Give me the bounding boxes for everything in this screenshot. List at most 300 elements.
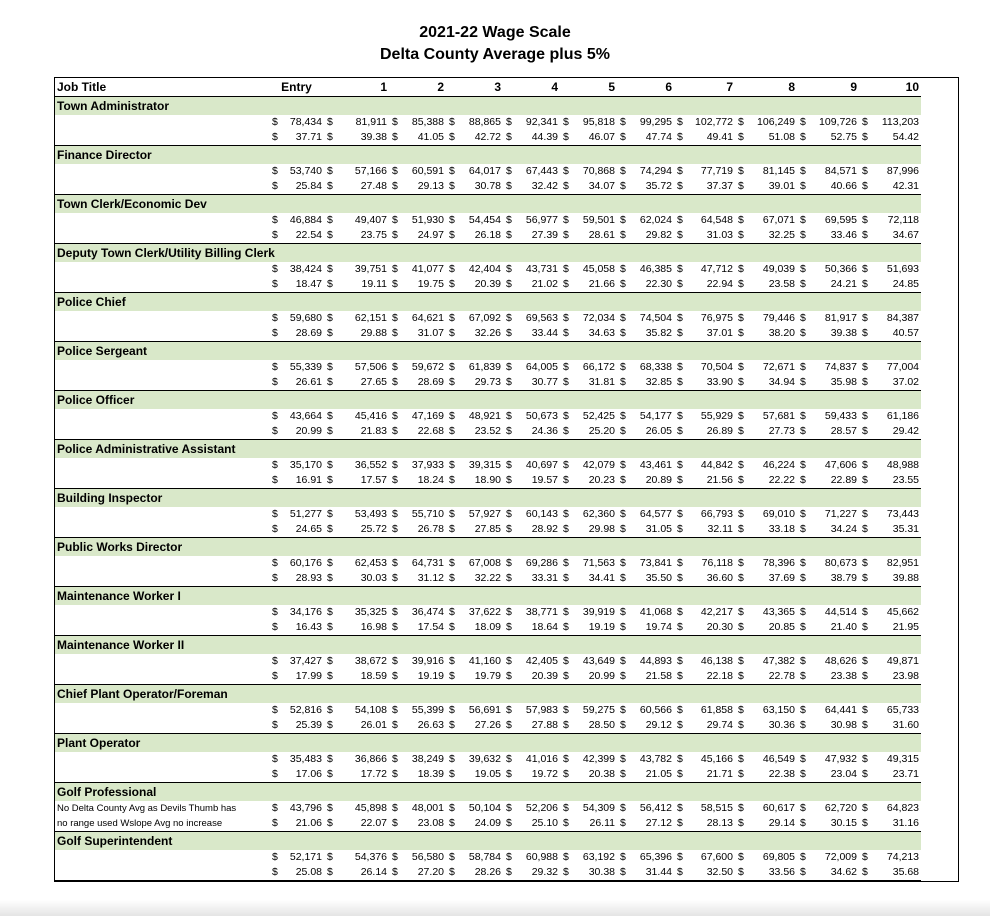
currency-symbol: $ xyxy=(449,606,455,618)
currency-symbol: $ xyxy=(503,473,514,489)
currency-symbol: $ xyxy=(617,767,628,783)
hourly-value-step-6: 31.44 xyxy=(628,865,674,881)
currency-symbol: $ xyxy=(677,361,683,373)
currency-symbol: $ xyxy=(324,718,338,734)
currency-symbol: $ xyxy=(324,767,338,783)
row-note xyxy=(55,605,269,620)
annual-value-step-10: 74,213 xyxy=(886,851,920,863)
currency-symbol: $ xyxy=(735,375,746,391)
currency-symbol: $ xyxy=(677,802,683,814)
currency-symbol: $ xyxy=(677,165,683,177)
hourly-value-step-3: 29.73 xyxy=(457,375,503,391)
annual-value-step-6: 68,338 xyxy=(639,361,672,373)
currency-symbol: $ xyxy=(735,571,746,587)
job-title: Plant Operator xyxy=(55,734,921,753)
currency-symbol: $ xyxy=(800,214,806,226)
currency-symbol: $ xyxy=(327,410,333,422)
currency-symbol: $ xyxy=(324,865,338,881)
hourly-value-step-2: 31.07 xyxy=(400,326,446,342)
currency-symbol: $ xyxy=(506,753,512,765)
currency-symbol: $ xyxy=(269,228,281,244)
currency-symbol: $ xyxy=(449,459,455,471)
hourly-pay-row xyxy=(55,865,982,881)
hourly-pay-row xyxy=(55,571,982,587)
hourly-value-step-4: 30.77 xyxy=(514,375,560,391)
hourly-value-step-9: 23.38 xyxy=(808,669,859,685)
currency-symbol: $ xyxy=(503,816,514,832)
annual-value-step-5: 59,501 xyxy=(582,214,615,226)
currency-symbol: $ xyxy=(389,865,400,881)
currency-symbol: $ xyxy=(738,704,744,716)
annual-value-step-10: 51,693 xyxy=(886,263,920,275)
currency-symbol: $ xyxy=(862,802,868,814)
currency-symbol: $ xyxy=(327,508,333,520)
currency-symbol: $ xyxy=(797,669,808,685)
row-note xyxy=(55,115,269,130)
hourly-value-step-0: 28.93 xyxy=(281,571,324,587)
job-title-row xyxy=(55,244,982,263)
currency-symbol: $ xyxy=(617,473,628,489)
hourly-value-step-7: 21.71 xyxy=(688,767,735,783)
job-title-row xyxy=(55,538,982,557)
hourly-value-step-6: 31.05 xyxy=(628,522,674,538)
annual-value-step-7: 61,858 xyxy=(700,704,733,716)
job-title: Deputy Town Clerk/Utility Billing Clerk xyxy=(55,244,921,263)
currency-symbol: $ xyxy=(677,557,683,569)
currency-symbol: $ xyxy=(503,571,514,587)
header-job-title: Job Title xyxy=(55,78,269,97)
hourly-value-step-0: 28.69 xyxy=(281,326,324,342)
currency-symbol: $ xyxy=(617,424,628,440)
currency-symbol: $ xyxy=(620,116,626,128)
currency-symbol: $ xyxy=(800,459,806,471)
annual-value-step-7: 76,118 xyxy=(701,557,733,569)
hourly-value-step-2: 26.78 xyxy=(400,522,446,538)
annual-value-step-9: 71,227 xyxy=(824,508,857,520)
currency-symbol: $ xyxy=(503,767,514,783)
currency-symbol: $ xyxy=(735,326,746,342)
annual-pay-row xyxy=(55,801,982,816)
hourly-value-step-1: 17.72 xyxy=(338,767,389,783)
currency-symbol: $ xyxy=(862,655,868,667)
currency-symbol: $ xyxy=(677,851,683,863)
hourly-value-step-4: 32.42 xyxy=(514,179,560,195)
annual-value-step-0: 60,176 xyxy=(289,557,322,569)
currency-symbol: $ xyxy=(738,851,744,863)
currency-symbol: $ xyxy=(735,473,746,489)
currency-symbol: $ xyxy=(389,669,400,685)
currency-symbol: $ xyxy=(862,214,868,226)
currency-symbol: $ xyxy=(674,130,688,146)
currency-symbol: $ xyxy=(738,508,744,520)
currency-symbol: $ xyxy=(506,165,512,177)
currency-symbol: $ xyxy=(617,865,628,881)
currency-symbol: $ xyxy=(735,816,746,832)
currency-symbol: $ xyxy=(392,263,398,275)
annual-value-step-2: 41,077 xyxy=(411,263,444,275)
annual-value-step-2: 55,399 xyxy=(411,704,444,716)
currency-symbol: $ xyxy=(269,767,281,783)
annual-value-step-6: 65,396 xyxy=(639,851,672,863)
hourly-value-step-3: 30.78 xyxy=(457,179,503,195)
annual-value-step-6: 99,295 xyxy=(639,116,672,128)
currency-symbol: $ xyxy=(389,473,400,489)
currency-symbol: $ xyxy=(738,606,744,618)
currency-symbol: $ xyxy=(738,459,744,471)
currency-symbol: $ xyxy=(677,508,683,520)
currency-symbol: $ xyxy=(503,326,514,342)
currency-symbol: $ xyxy=(862,508,868,520)
annual-value-step-2: 64,731 xyxy=(411,557,444,569)
hourly-value-step-0: 16.91 xyxy=(281,473,324,489)
currency-symbol: $ xyxy=(797,620,808,636)
currency-symbol: $ xyxy=(859,130,870,146)
currency-symbol: $ xyxy=(800,361,806,373)
job-title: Maintenance Worker II xyxy=(55,636,921,655)
hourly-value-step-9: 30.98 xyxy=(808,718,859,734)
header-step-5: 5 xyxy=(560,78,617,97)
hourly-value-step-9: 22.89 xyxy=(808,473,859,489)
hourly-value-step-8: 27.73 xyxy=(746,424,797,440)
annual-value-step-0: 78,434 xyxy=(289,116,322,128)
annual-value-step-2: 85,388 xyxy=(411,116,444,128)
annual-value-step-4: 57,983 xyxy=(525,704,558,716)
hourly-pay-row xyxy=(55,179,982,195)
currency-symbol: $ xyxy=(389,620,400,636)
hourly-value-step-2: 26.63 xyxy=(400,718,446,734)
annual-value-step-9: 72,009 xyxy=(824,851,857,863)
header-step-4: 4 xyxy=(503,78,560,97)
currency-symbol: $ xyxy=(389,326,400,342)
annual-value-step-9: 47,932 xyxy=(824,753,857,765)
currency-symbol: $ xyxy=(327,753,333,765)
currency-symbol: $ xyxy=(620,606,626,618)
currency-symbol: $ xyxy=(563,165,569,177)
currency-symbol: $ xyxy=(735,179,746,195)
annual-value-step-8: 79,446 xyxy=(762,312,795,324)
annual-value-step-6: 41,068 xyxy=(639,606,672,618)
currency-symbol: $ xyxy=(272,508,278,520)
currency-symbol: $ xyxy=(677,263,683,275)
annual-value-step-1: 57,166 xyxy=(354,165,387,177)
hourly-value-step-6: 35.50 xyxy=(628,571,674,587)
job-title-row xyxy=(55,195,982,214)
annual-value-step-6: 43,461 xyxy=(639,459,672,471)
hourly-value-step-9: 39.38 xyxy=(808,326,859,342)
hourly-value-step-8: 39.01 xyxy=(746,179,797,195)
hourly-value-step-3: 28.26 xyxy=(457,865,503,881)
currency-symbol: $ xyxy=(446,669,457,685)
annual-value-step-0: 52,816 xyxy=(289,704,322,716)
currency-symbol: $ xyxy=(620,361,626,373)
annual-value-step-3: 88,865 xyxy=(468,116,501,128)
currency-symbol: $ xyxy=(392,410,398,422)
currency-symbol: $ xyxy=(449,802,455,814)
hourly-value-step-8: 38.20 xyxy=(746,326,797,342)
annual-value-step-5: 62,360 xyxy=(582,508,615,520)
annual-value-step-4: 42,405 xyxy=(525,655,558,667)
currency-symbol: $ xyxy=(392,312,398,324)
currency-symbol: $ xyxy=(446,326,457,342)
annual-pay-row xyxy=(55,556,982,571)
hourly-value-step-3: 27.85 xyxy=(457,522,503,538)
currency-symbol: $ xyxy=(324,473,338,489)
currency-symbol: $ xyxy=(797,718,808,734)
annual-value-step-1: 36,552 xyxy=(354,459,387,471)
row-note xyxy=(55,865,269,881)
hourly-pay-row xyxy=(55,473,982,489)
annual-value-step-10: 49,315 xyxy=(886,753,920,765)
hourly-value-step-0: 16.43 xyxy=(281,620,324,636)
hourly-value-step-4: 20.39 xyxy=(514,669,560,685)
annual-value-step-1: 36,866 xyxy=(354,753,387,765)
annual-value-step-5: 66,172 xyxy=(582,361,615,373)
hourly-value-step-7: 32.50 xyxy=(688,865,735,881)
row-note xyxy=(55,571,269,587)
currency-symbol: $ xyxy=(446,424,457,440)
annual-value-step-10: 49,871 xyxy=(886,655,920,667)
job-title: Finance Director xyxy=(55,146,921,165)
row-note xyxy=(55,375,269,391)
annual-value-step-5: 42,399 xyxy=(582,753,615,765)
annual-value-step-8: 106,249 xyxy=(757,116,795,128)
annual-value-step-1: 53,493 xyxy=(354,508,387,520)
annual-value-step-7: 77,719 xyxy=(700,165,733,177)
hourly-pay-row xyxy=(55,228,982,244)
job-title: Police Sergeant xyxy=(55,342,921,361)
hourly-value-step-1: 25.72 xyxy=(338,522,389,538)
currency-symbol: $ xyxy=(272,557,278,569)
header-step-6: 6 xyxy=(617,78,674,97)
currency-symbol: $ xyxy=(324,277,338,293)
hourly-value-step-5: 34.41 xyxy=(571,571,617,587)
currency-symbol: $ xyxy=(392,557,398,569)
hourly-value-step-8: 23.58 xyxy=(746,277,797,293)
currency-symbol: $ xyxy=(735,522,746,538)
currency-symbol: $ xyxy=(862,312,868,324)
hourly-value-step-3: 32.26 xyxy=(457,326,503,342)
currency-symbol: $ xyxy=(449,116,455,128)
currency-symbol: $ xyxy=(269,816,281,832)
annual-value-step-5: 59,275 xyxy=(582,704,615,716)
annual-value-step-1: 57,506 xyxy=(354,361,387,373)
currency-symbol: $ xyxy=(272,851,278,863)
annual-value-step-4: 60,988 xyxy=(525,851,558,863)
annual-value-step-3: 57,927 xyxy=(468,508,501,520)
row-note xyxy=(55,458,269,473)
hourly-pay-row xyxy=(55,816,982,832)
currency-symbol: $ xyxy=(735,669,746,685)
currency-symbol: $ xyxy=(617,228,628,244)
currency-symbol: $ xyxy=(449,312,455,324)
hourly-value-step-6: 27.12 xyxy=(628,816,674,832)
hourly-value-step-6: 19.74 xyxy=(628,620,674,636)
header-step-7: 7 xyxy=(674,78,735,97)
annual-value-step-3: 61,839 xyxy=(468,361,501,373)
row-note xyxy=(55,767,269,783)
row-note xyxy=(55,164,269,179)
hourly-value-step-8: 22.38 xyxy=(746,767,797,783)
currency-symbol: $ xyxy=(392,851,398,863)
job-title-row xyxy=(55,293,982,312)
hourly-value-step-7: 33.90 xyxy=(688,375,735,391)
annual-value-step-3: 48,921 xyxy=(468,410,501,422)
currency-symbol: $ xyxy=(506,655,512,667)
currency-symbol: $ xyxy=(449,410,455,422)
hourly-value-step-6: 29.82 xyxy=(628,228,674,244)
annual-value-step-1: 81,911 xyxy=(355,116,387,128)
currency-symbol: $ xyxy=(677,410,683,422)
annual-value-step-8: 67,071 xyxy=(762,214,795,226)
annual-value-step-9: 47,606 xyxy=(824,459,857,471)
currency-symbol: $ xyxy=(735,130,746,146)
hourly-value-step-6: 20.89 xyxy=(628,473,674,489)
hourly-value-step-7: 20.30 xyxy=(688,620,735,636)
hourly-value-step-2: 24.97 xyxy=(400,228,446,244)
currency-symbol: $ xyxy=(269,669,281,685)
currency-symbol: $ xyxy=(735,424,746,440)
row-note xyxy=(55,522,269,538)
annual-value-step-2: 38,249 xyxy=(411,753,444,765)
currency-symbol: $ xyxy=(449,851,455,863)
currency-symbol: $ xyxy=(677,606,683,618)
annual-value-step-5: 95,818 xyxy=(582,116,615,128)
hourly-value-step-3: 19.79 xyxy=(457,669,503,685)
annual-pay-row xyxy=(55,458,982,473)
currency-symbol: $ xyxy=(677,753,683,765)
row-note xyxy=(55,262,269,277)
currency-symbol: $ xyxy=(272,459,278,471)
currency-symbol: $ xyxy=(738,361,744,373)
hourly-value-step-6: 35.72 xyxy=(628,179,674,195)
currency-symbol: $ xyxy=(392,655,398,667)
currency-symbol: $ xyxy=(327,263,333,275)
hourly-pay-row xyxy=(55,130,982,146)
currency-symbol: $ xyxy=(859,277,870,293)
job-title-row xyxy=(55,734,982,753)
currency-symbol: $ xyxy=(617,816,628,832)
job-title-row xyxy=(55,391,982,410)
job-title: Police Officer xyxy=(55,391,921,410)
currency-symbol: $ xyxy=(563,361,569,373)
currency-symbol: $ xyxy=(324,424,338,440)
job-title: Golf Superintendent xyxy=(55,832,921,851)
annual-value-step-9: 84,571 xyxy=(824,165,857,177)
currency-symbol: $ xyxy=(560,816,571,832)
currency-symbol: $ xyxy=(272,655,278,667)
currency-symbol: $ xyxy=(563,704,569,716)
annual-value-step-9: 69,595 xyxy=(824,214,857,226)
annual-value-step-8: 46,549 xyxy=(762,753,795,765)
currency-symbol: $ xyxy=(738,410,744,422)
currency-symbol: $ xyxy=(560,473,571,489)
currency-symbol: $ xyxy=(503,424,514,440)
hourly-value-step-10: 24.85 xyxy=(870,277,921,293)
annual-value-step-6: 43,782 xyxy=(639,753,672,765)
annual-value-step-6: 74,504 xyxy=(639,312,672,324)
annual-value-step-5: 52,425 xyxy=(582,410,615,422)
currency-symbol: $ xyxy=(797,816,808,832)
currency-symbol: $ xyxy=(324,571,338,587)
currency-symbol: $ xyxy=(617,326,628,342)
currency-symbol: $ xyxy=(862,606,868,618)
annual-value-step-1: 62,453 xyxy=(354,557,387,569)
header-step-8: 8 xyxy=(735,78,797,97)
currency-symbol: $ xyxy=(800,655,806,667)
annual-value-step-2: 51,930 xyxy=(411,214,444,226)
annual-value-step-3: 50,104 xyxy=(468,802,501,814)
annual-value-step-5: 42,079 xyxy=(582,459,615,471)
annual-value-step-3: 58,784 xyxy=(468,851,501,863)
currency-symbol: $ xyxy=(674,179,688,195)
currency-symbol: $ xyxy=(449,214,455,226)
hourly-value-step-2: 19.75 xyxy=(400,277,446,293)
currency-symbol: $ xyxy=(674,767,688,783)
currency-symbol: $ xyxy=(617,620,628,636)
currency-symbol: $ xyxy=(392,606,398,618)
currency-symbol: $ xyxy=(797,130,808,146)
hourly-value-step-9: 23.04 xyxy=(808,767,859,783)
currency-symbol: $ xyxy=(674,718,688,734)
job-title-row xyxy=(55,832,982,851)
hourly-value-step-9: 40.66 xyxy=(808,179,859,195)
hourly-value-step-0: 22.54 xyxy=(281,228,324,244)
header-step-10: 10 xyxy=(859,78,921,97)
currency-symbol: $ xyxy=(862,263,868,275)
annual-value-step-3: 39,315 xyxy=(468,459,501,471)
hourly-pay-row xyxy=(55,669,982,685)
hourly-value-step-4: 33.31 xyxy=(514,571,560,587)
hourly-value-step-4: 28.92 xyxy=(514,522,560,538)
currency-symbol: $ xyxy=(392,802,398,814)
annual-value-step-8: 81,145 xyxy=(762,165,795,177)
currency-symbol: $ xyxy=(800,753,806,765)
annual-pay-row xyxy=(55,409,982,424)
hourly-value-step-10: 31.16 xyxy=(870,816,921,832)
annual-value-step-5: 70,868 xyxy=(582,165,615,177)
hourly-pay-row xyxy=(55,424,982,440)
job-title: Maintenance Worker I xyxy=(55,587,921,606)
annual-value-step-2: 64,621 xyxy=(411,312,444,324)
currency-symbol: $ xyxy=(800,704,806,716)
annual-value-step-1: 49,407 xyxy=(354,214,387,226)
annual-value-step-6: 64,577 xyxy=(639,508,672,520)
annual-value-step-6: 62,024 xyxy=(639,214,672,226)
currency-symbol: $ xyxy=(859,816,870,832)
currency-symbol: $ xyxy=(735,228,746,244)
currency-symbol: $ xyxy=(674,571,688,587)
row-note xyxy=(55,703,269,718)
hourly-value-step-3: 18.90 xyxy=(457,473,503,489)
currency-symbol: $ xyxy=(620,704,626,716)
currency-symbol: $ xyxy=(272,753,278,765)
currency-symbol: $ xyxy=(735,767,746,783)
row-note xyxy=(55,507,269,522)
hourly-value-step-1: 29.88 xyxy=(338,326,389,342)
currency-symbol: $ xyxy=(617,669,628,685)
annual-value-step-0: 43,796 xyxy=(289,802,322,814)
job-title-row xyxy=(55,342,982,361)
currency-symbol: $ xyxy=(269,326,281,342)
annual-value-step-8: 69,010 xyxy=(762,508,795,520)
currency-symbol: $ xyxy=(324,669,338,685)
currency-symbol: $ xyxy=(503,620,514,636)
currency-symbol: $ xyxy=(797,522,808,538)
currency-symbol: $ xyxy=(797,179,808,195)
hourly-value-step-1: 27.65 xyxy=(338,375,389,391)
currency-symbol: $ xyxy=(859,228,870,244)
hourly-value-step-10: 23.55 xyxy=(870,473,921,489)
